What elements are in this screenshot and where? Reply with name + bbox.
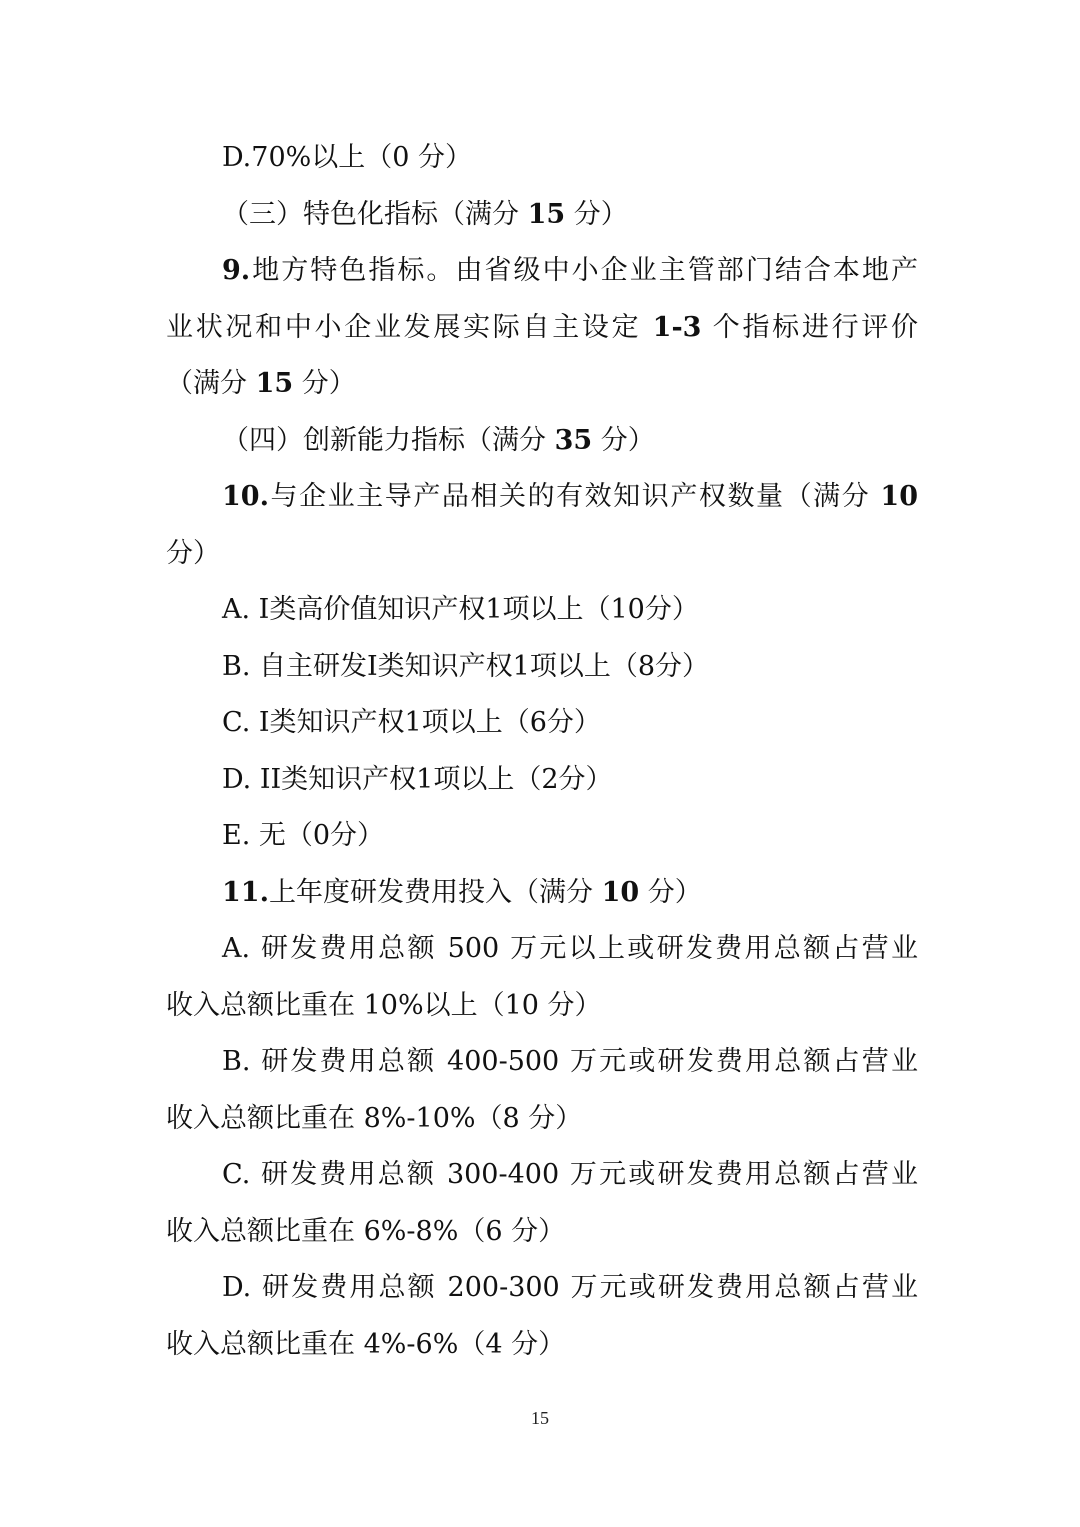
heading-text: （四）创新能力指标（满分 bbox=[222, 424, 555, 456]
option-text: D. II类知识产权1项以上（2分） bbox=[222, 763, 613, 795]
option-text: 收入总额比重在 10%以上（10 分） bbox=[166, 989, 602, 1021]
option-b-11-line-2 bbox=[166, 1091, 918, 1148]
score-value: 10 bbox=[880, 481, 918, 512]
score-value: 10 bbox=[601, 876, 640, 908]
heading-text: 分） bbox=[592, 424, 655, 456]
option-e-10 bbox=[166, 808, 918, 865]
option-c-11-line-2 bbox=[166, 1204, 918, 1261]
option-text: D.70%以上（0 分） bbox=[222, 142, 473, 173]
item-number: 11. bbox=[222, 876, 269, 908]
option-text: B. 自主研发I类知识产权1项以上（8分） bbox=[222, 650, 710, 682]
item-text: 分） bbox=[293, 368, 356, 399]
option-d-11-line-1 bbox=[166, 1260, 918, 1317]
score-value: 15 bbox=[255, 368, 294, 399]
option-a-11-line-2 bbox=[166, 978, 918, 1035]
item-9-line-3 bbox=[166, 356, 918, 413]
option-d-11-line-2 bbox=[166, 1317, 918, 1374]
item-10-line-1 bbox=[166, 469, 918, 526]
option-text: 收入总额比重在 6%-8%（6 分） bbox=[166, 1215, 566, 1247]
item-text: （满分 bbox=[166, 368, 256, 399]
option-c-11-line-1 bbox=[166, 1147, 918, 1204]
option-text: A. I类高价值知识产权1项以上（10分） bbox=[222, 594, 699, 625]
option-d-line bbox=[166, 130, 918, 187]
item-text: 分） bbox=[166, 537, 220, 569]
score-value: 15 bbox=[527, 198, 566, 230]
heading-text: 分） bbox=[565, 198, 628, 230]
option-text: D. 研发费用总额 200-300 万元或研发费用总额占营业 bbox=[222, 1272, 918, 1303]
score-value: 35 bbox=[554, 424, 593, 456]
option-text: 收入总额比重在 4%-6%（4 分） bbox=[166, 1328, 566, 1360]
item-11-heading bbox=[166, 865, 918, 922]
item-text: 分） bbox=[639, 876, 702, 908]
item-text: 与企业主导产品相关的有效知识产权数量（满分 bbox=[268, 481, 881, 512]
option-a-11-line-1 bbox=[166, 921, 918, 978]
option-a-10 bbox=[166, 582, 918, 639]
item-text: 地方特色指标。由省级中小企业主管部门结合本地产 bbox=[250, 255, 918, 286]
option-text: E. 无（0分） bbox=[222, 820, 385, 851]
option-b-10 bbox=[166, 639, 918, 696]
item-text: 上年度研发费用投入（满分 bbox=[268, 876, 602, 908]
option-text: C. I类知识产权1项以上（6分） bbox=[222, 707, 601, 738]
page-number: 15 bbox=[531, 1408, 549, 1428]
item-number: 10. bbox=[222, 481, 269, 512]
item-number: 9. bbox=[222, 255, 251, 286]
option-c-10 bbox=[166, 695, 918, 752]
item-text: 业状况和中小企业发展实际自主设定 bbox=[166, 311, 653, 343]
item-10-line-2 bbox=[166, 526, 918, 583]
section-4-heading bbox=[166, 413, 918, 470]
section-3-heading bbox=[166, 187, 918, 244]
item-text: 个指标进行评价 bbox=[701, 311, 918, 343]
range-value: 1-3 bbox=[652, 311, 702, 343]
heading-text: （三）特色化指标（满分 bbox=[222, 198, 528, 230]
option-text: A. 研发费用总额 500 万元以上或研发费用总额占营业 bbox=[222, 933, 918, 964]
item-9-line-2 bbox=[166, 300, 918, 357]
option-b-11-line-1 bbox=[166, 1034, 918, 1091]
option-text: 收入总额比重在 8%-10%（8 分） bbox=[166, 1102, 583, 1134]
option-d-10 bbox=[166, 752, 918, 809]
option-text: C. 研发费用总额 300-400 万元或研发费用总额占营业 bbox=[222, 1159, 918, 1190]
item-9-line-1 bbox=[166, 243, 918, 300]
body-text bbox=[166, 130, 918, 1373]
option-text: B. 研发费用总额 400-500 万元或研发费用总额占营业 bbox=[222, 1046, 918, 1077]
